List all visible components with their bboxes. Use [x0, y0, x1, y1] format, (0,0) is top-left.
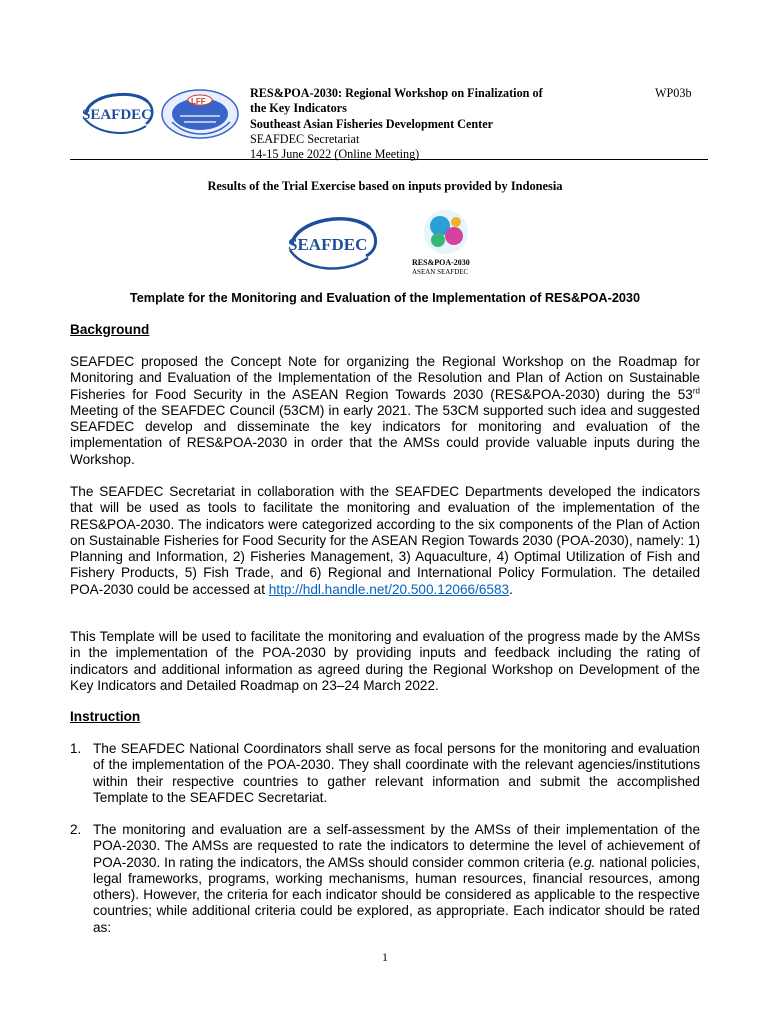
seafdec-logo-text: SEAFDEC	[82, 107, 153, 123]
background-paragraph-1: SEAFDEC proposed the Concept Note for organizing the Regional Workshop on the Roadmap for Monitoring and Evaluation of the Implementation of the Resolution and Plan of Action on Sustainable Fisheries for Food Security in the ASEAN Region Towards 2030 (RES&POA-2030) during the 53rd Meeting of the SEAFDEC Council (53CM) in early 2021. The 53CM supported such idea and suggested SEAFDEC develop and disseminate the key indicators for monitoring and evaluation of the implementation of RES&POA-2030 in order that the AMSs could provide valuable inputs during the Workshop.	[70, 354, 700, 467]
header-title-line1: RES&POA-2030: Regional Workshop on Finalization of	[250, 86, 543, 100]
page-number: 1	[382, 950, 388, 964]
background-paragraph-3: This Template will be used to facilitate the monitoring and evaluation of the progress made by the AMSs in the implementation of the POA-2030 by providing inputs and feedback including the rating of indicators and additional information as agreed during the Regional Workshop on Development of the Key Indicators and Detailed Roadmap on 23–24 March 2022.	[70, 629, 700, 693]
header-secretariat: SEAFDEC Secretariat	[250, 131, 360, 146]
header-divider	[70, 159, 708, 160]
seafdec-center-logo	[284, 208, 380, 278]
lff-logo-text: LFF	[191, 97, 206, 106]
seafdec-logo	[76, 84, 156, 144]
background-heading: Background	[70, 322, 150, 337]
instruction-item-2	[70, 822, 700, 936]
header-org: Southeast Asian Fisheries Development Center	[250, 116, 494, 131]
background-paragraph-2: The SEAFDEC Secretariat in collaboration with the SEAFDEC Departments developed the indicators that will be used as tools to facilitate the monitoring and evaluation of the implementation of the RES&POA-2030. The indicators were categorized according to the six components of the Plan of Action on Sustainable Fisheries for Food Security for the ASEAN Region Towards 2030 (POA-2030), namely: 1) Planning and Information, 2) Fisheries Management, 3) Aquaculture, 4) Optimal Utilization of Fish and Fishery Products, 5) Fish Trade, and 6) Regional and International Policy Formulation. The detailed POA-2030 could be accessed at http://hdl.handle.net/20.500.12066/6583.	[70, 484, 700, 597]
header-title-line2: the Key Indicators	[250, 101, 347, 116]
instruction-item-text: The monitoring and evaluation are a self-assessment by the AMSs of their implementation of the POA-2030. The AMSs are requested to rate the indicators to determine the level of achievement of POA-2030. In rating the indicators, the AMSs should consider common criteria (e.g. national policies, legal frameworks, programs, working mechanisms, human resources, financial resources, among others). However, the criteria for each indicator should be considered as applicable to the respective countries; while additional criteria could be explored, as appropriate. Each indicator should be rated as:	[93, 822, 700, 935]
seafdec-center-logo-text: SEAFDEC	[288, 235, 368, 254]
instruction-item-1	[70, 741, 700, 806]
res-poa-logo-caption2: ASEAN SEAFDEC	[412, 268, 469, 276]
instruction-item-number: 2.	[70, 822, 82, 837]
header-text-block	[250, 86, 670, 162]
res-poa-logo	[410, 206, 488, 278]
lff-logo	[158, 86, 242, 148]
template-title: Template for the Monitoring and Evaluation of the Implementation of RES&POA-2030	[129, 291, 641, 305]
document-code: WP03b	[655, 86, 692, 100]
instruction-heading: Instruction	[70, 709, 141, 724]
instruction-item-number: 1.	[70, 741, 82, 756]
poa-2030-link[interactable]: http://hdl.handle.net/20.500.12066/6583	[268, 581, 510, 597]
instruction-item-text: The SEAFDEC National Coordinators shall serve as focal persons for the monitoring and evaluation of the implementation of the POA-2030. They shall coordinate with the relevant agencies/institutions within their respective countries to gather relevant information and submit the accomplished Template to the SEAFDEC Secretariat.	[93, 741, 700, 805]
res-poa-logo-caption1: RES&POA-2030	[412, 258, 470, 267]
document-subtitle: Results of the Trial Exercise based on inputs provided by Indonesia	[207, 179, 563, 193]
header-date: 14-15 June 2022 (Online Meeting)	[250, 147, 420, 162]
